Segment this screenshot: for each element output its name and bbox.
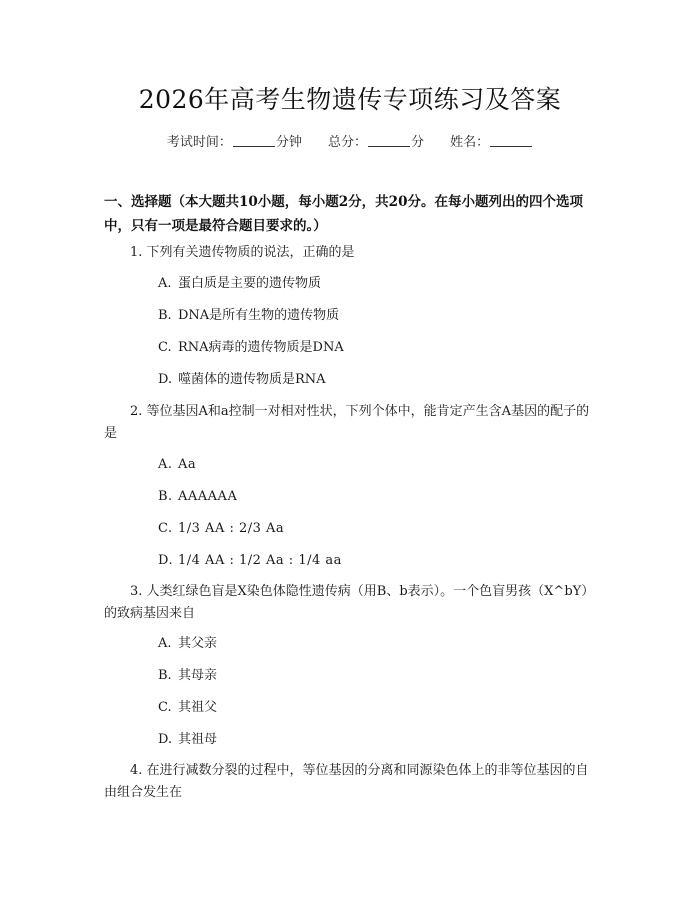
exam-time-blank xyxy=(233,146,275,147)
option-letter: D. xyxy=(158,732,173,747)
option-letter: A. xyxy=(158,636,172,651)
option-text: 噬菌体的遗传物质是RNA xyxy=(178,372,326,387)
option-letter: A. xyxy=(158,276,172,291)
exam-time-unit: 分钟 xyxy=(275,135,302,150)
question-4-stem: 4. 在进行减数分裂的过程中，等位基因的分离和同源染色体上的非等位基因的自由组合发生在 xyxy=(104,763,589,800)
question-1-option-d xyxy=(158,369,326,391)
option-text: AAAAAA xyxy=(178,489,238,504)
question-2-option-c xyxy=(158,518,284,540)
total-score-label: 总分： xyxy=(327,135,367,150)
option-letter: C. xyxy=(158,521,173,536)
question-2-option-b xyxy=(158,486,237,508)
option-text: 1/4 AA : 1/2 Aa : 1/4 aa xyxy=(178,553,342,568)
question-1-stem: 1. 下列有关遗传物质的说法，正确的是 xyxy=(130,245,355,260)
question-1-option-b xyxy=(158,305,339,327)
option-text: Aa xyxy=(178,457,197,472)
option-letter: D. xyxy=(158,553,174,568)
option-letter: A. xyxy=(158,457,173,472)
question-3-option-d xyxy=(158,729,217,751)
student-name-blank xyxy=(490,146,532,147)
total-score-blank xyxy=(368,146,410,147)
exam-time-field xyxy=(167,131,302,150)
student-name-label: 姓名： xyxy=(450,135,490,150)
student-name-field xyxy=(450,131,533,150)
option-letter: B. xyxy=(158,308,172,323)
option-text: 其父亲 xyxy=(178,636,218,651)
option-text: 1/3 AA : 2/3 Aa xyxy=(178,521,285,536)
option-text: 其祖母 xyxy=(178,732,218,747)
total-score-unit: 分 xyxy=(411,135,425,150)
option-letter: B. xyxy=(158,668,172,683)
option-text: 其母亲 xyxy=(178,668,218,683)
exam-meta xyxy=(0,131,700,150)
option-letter: D. xyxy=(158,372,173,387)
question-2-option-d xyxy=(158,550,342,572)
question-3-option-c xyxy=(158,697,217,719)
option-letter: C. xyxy=(158,340,172,355)
option-letter: B. xyxy=(158,489,173,504)
question-1-option-c xyxy=(158,337,344,359)
exam-time-label: 考试时间： xyxy=(166,135,232,150)
question-3-option-a xyxy=(158,633,217,655)
option-text: DNA是所有生物的遗传物质 xyxy=(178,308,340,323)
option-letter: C. xyxy=(158,700,172,715)
option-text: RNA病毒的遗传物质是DNA xyxy=(178,340,344,355)
question-2-option-a xyxy=(158,454,196,476)
page-title: 2026年高考生物遗传专项练习及答案 xyxy=(138,85,562,114)
option-text: 其祖父 xyxy=(178,700,218,715)
section-heading: 一、选择题（本大题共10小题，每小题2分，共20分。在每小题列出的四个选项中，只有一项是最符合题目要求的。） xyxy=(104,194,583,234)
question-1-option-a xyxy=(158,273,321,295)
option-text: 蛋白质是主要的遗传物质 xyxy=(178,276,322,291)
question-3-stem: 3. 人类红绿色盲是X染色体隐性遗传病（用B、b表示）。一个色盲男孩（X^bY）的致病基因来自 xyxy=(104,584,595,621)
question-3-option-b xyxy=(158,665,217,687)
question-2-stem: 2. 等位基因A和a控制一对相对性状，下列个体中，能肯定产生含A基因的配子的是 xyxy=(104,404,590,441)
total-score-field xyxy=(328,131,424,150)
